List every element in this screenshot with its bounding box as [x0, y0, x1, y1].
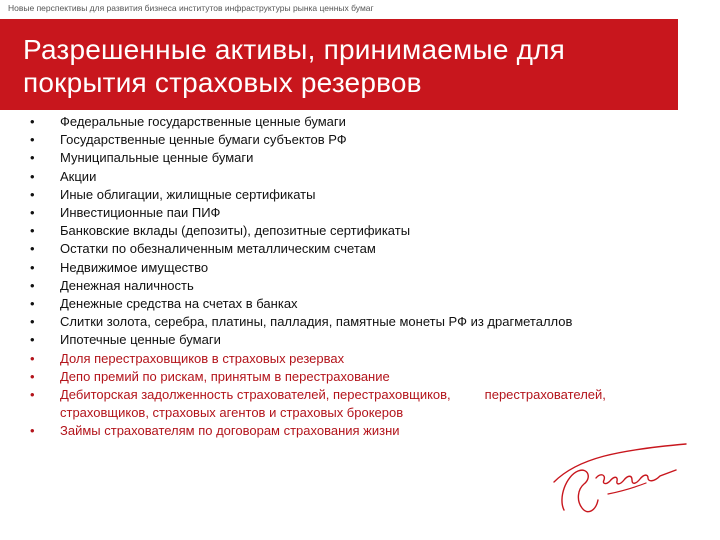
- list-item-text: Федеральные государственные ценные бумаги: [60, 114, 346, 129]
- list-item: [30, 277, 710, 295]
- list-item-text: Иные облигации, жилищные сертификаты: [60, 186, 316, 202]
- list-item: [30, 222, 710, 240]
- list-item-text: Государственные ценные бумаги субъектов РФ: [60, 132, 347, 148]
- bullet: •: [30, 114, 35, 129]
- bullet: •: [30, 332, 35, 348]
- list-item: [30, 240, 710, 258]
- header-subtitle: Новые перспективы для развития бизнеса институтов инфраструктуры рынка ценных бумаг: [8, 3, 374, 13]
- title-side-strip: [682, 19, 720, 110]
- bullet: •: [30, 314, 35, 330]
- list-item-text: Банковские вклады (депозиты), депозитные сертификаты: [60, 223, 411, 239]
- bullet: •: [30, 150, 35, 166]
- list-item-text: Слитки золота, серебра, платины, палладия, памятные монеты РФ из драгметаллов: [60, 314, 573, 330]
- list-item: [30, 350, 710, 368]
- bullet: •: [30, 205, 35, 221]
- list-item: [30, 149, 710, 167]
- list-item-text: Инвестиционные паи ПИФ: [60, 205, 221, 221]
- bullet: •: [30, 223, 35, 239]
- list-item: [30, 331, 710, 349]
- list-item-text: Недвижимое имущество: [60, 259, 209, 275]
- bullet: •: [30, 241, 35, 257]
- list-item: [30, 131, 710, 149]
- list-item: [30, 204, 710, 222]
- title-band: [0, 19, 678, 110]
- bullet: •: [30, 132, 35, 148]
- bullet: •: [30, 296, 35, 312]
- list-item-text: Остатки по обезналиченным металлическим счетам: [60, 241, 376, 257]
- page-title: Разрешенные активы, принимаемые для покрытия страховых резервов: [23, 34, 566, 98]
- list-item-text: страховщиков, страховых агентов и страховых брокеров: [60, 405, 404, 421]
- bullet: •: [30, 259, 35, 275]
- list-item-text: Муниципальные ценные бумаги: [60, 150, 254, 166]
- list-item: [30, 386, 710, 422]
- list-item-text: Займы страхователям по договорам страхования жизни: [60, 423, 400, 439]
- list-item: [30, 168, 710, 186]
- header-strip: [0, 0, 720, 17]
- list-item: [30, 186, 710, 204]
- list-item-text: перестрахователей,: [484, 387, 606, 403]
- bullet: •: [30, 350, 35, 366]
- list-item-text: Денежные средства на счетах в банках: [60, 296, 298, 312]
- bullet: •: [30, 186, 35, 202]
- bullet: •: [30, 368, 35, 384]
- list-item: [30, 295, 710, 313]
- list-item: [30, 313, 710, 331]
- list-item-text: Депо премий по рискам, принятым в перестрахование: [60, 368, 390, 384]
- list-item-text: Доля перестраховщиков в страховых резервах: [60, 350, 345, 366]
- bullet: •: [30, 387, 35, 403]
- bullet: •: [30, 277, 35, 293]
- list-item-text: Дебиторская задолженность страхователей, перестраховщиков,: [60, 387, 451, 403]
- list-item-text: Ипотечные ценные бумаги: [60, 332, 221, 348]
- asset-list: [30, 113, 710, 441]
- list-item-text: Денежная наличность: [60, 277, 194, 293]
- bullet: •: [30, 423, 35, 439]
- bullet: •: [30, 168, 35, 184]
- list-item: [30, 259, 710, 277]
- list-item: [30, 368, 710, 386]
- list-item-text: Акции: [60, 168, 97, 184]
- list-item: [30, 113, 710, 131]
- signature: [548, 438, 693, 520]
